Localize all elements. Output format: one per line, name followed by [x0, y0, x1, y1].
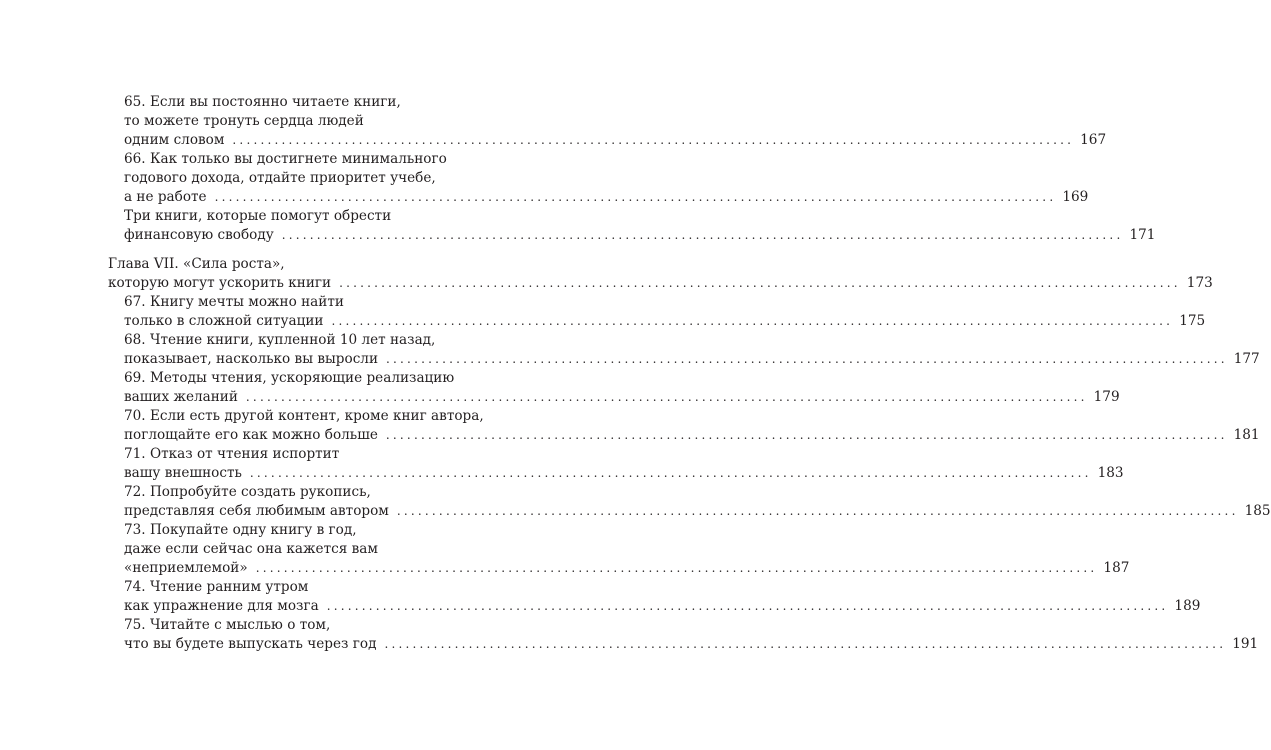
toc-entry-title-line: 69. Методы чтения, ускоряющие реализацию — [124, 370, 455, 386]
toc-page-number: 185 — [1244, 503, 1271, 519]
toc-entry-title-line: 70. Если есть другой контент, кроме книг автора, — [124, 408, 484, 424]
dot-leader: ........................................................................................................................ — [214, 190, 1057, 204]
toc-entry-title-line: как упражнение для мозга — [124, 598, 319, 614]
toc-entry-title-line: 72. Попробуйте создать рукопись, — [124, 484, 371, 500]
toc-entry-title-line: 73. Покупайте одну книгу в год, — [124, 522, 357, 538]
dot-leader: ........................................................................................................................ — [339, 276, 1181, 290]
dot-leader: ........................................................................................................................ — [396, 504, 1239, 518]
dot-leader: ........................................................................................................................ — [326, 599, 1169, 613]
toc-entry-title-line: финансовую свободу — [124, 227, 274, 243]
dot-leader: ........................................................................................................................ — [255, 561, 1098, 575]
toc-page-number: 191 — [1232, 636, 1259, 652]
toc-entry-title-line: годового дохода, отдайте приоритет учебе, — [124, 170, 436, 186]
toc-entry-title-line: 66. Как только вы достигнете минимального — [124, 151, 447, 167]
toc-page-number: 173 — [1186, 275, 1213, 291]
toc-entry-title-line: 67. Книгу мечты можно найти — [124, 294, 344, 310]
toc-entry-title-line: ваших желаний — [124, 389, 238, 405]
toc-entry-title-line: Три книги, которые помогут обрести — [124, 208, 392, 224]
toc-page-number: 167 — [1080, 132, 1107, 148]
toc-page-number: 175 — [1179, 313, 1206, 329]
dot-leader: ........................................................................................................................ — [385, 428, 1228, 442]
toc-entry-title-line: «неприемлемой» — [124, 560, 248, 576]
dot-leader: ........................................................................................................................ — [281, 228, 1124, 242]
dot-leader: ........................................................................................................................ — [245, 390, 1088, 404]
toc-entry-title-line: которую могут ускорить книги — [108, 275, 332, 291]
toc-entry-title-line: только в сложной ситуации — [124, 313, 324, 329]
toc-entry-title-line: даже если сейчас она кажется вам — [124, 541, 378, 557]
dot-leader: ........................................................................................................................ — [232, 133, 1075, 147]
toc-page-number: 179 — [1093, 389, 1120, 405]
dot-leader: ........................................................................................................................ — [331, 314, 1174, 328]
toc-entry-title-line: поглощайте его как можно больше — [124, 427, 378, 443]
toc-entry-title-line: вашу внешность — [124, 465, 242, 481]
toc-entry-title-line: Глава VII. «Сила роста», — [108, 256, 285, 272]
toc-entry-title-line: 74. Чтение ранним утром — [124, 579, 309, 595]
toc-entry-title-line: 65. Если вы постоянно читаете книги, — [124, 94, 401, 110]
toc-page-number: 171 — [1129, 227, 1156, 243]
toc-entry-title-line: что вы будете выпускать через год — [124, 636, 377, 652]
dot-leader: ........................................................................................................................ — [386, 352, 1228, 366]
toc-entry-title-line: а не работе — [124, 189, 207, 205]
toc-entry-title-line: показывает, насколько вы выросли — [124, 351, 379, 367]
dot-leader: ........................................................................................................................ — [384, 637, 1227, 651]
toc-page-number: 181 — [1233, 427, 1260, 443]
toc-entry-title-line: одним словом — [124, 132, 225, 148]
toc-page-number: 189 — [1174, 598, 1201, 614]
toc-entry-title-line: 71. Отказ от чтения испортит — [124, 446, 340, 462]
toc-entry-title-line: то можете тронуть сердца людей — [124, 113, 364, 129]
toc-page-number: 183 — [1097, 465, 1124, 481]
toc-page-number: 187 — [1103, 560, 1130, 576]
toc-page-number: 169 — [1062, 189, 1089, 205]
toc-entry-title-line: 68. Чтение книги, купленной 10 лет назад, — [124, 332, 436, 348]
toc-entry-title-line: 75. Читайте с мыслью о том, — [124, 617, 331, 633]
toc-entry-title-line: представляя себя любимым автором — [124, 503, 389, 519]
dot-leader: ........................................................................................................................ — [249, 466, 1092, 480]
toc-page-number: 177 — [1233, 351, 1260, 367]
